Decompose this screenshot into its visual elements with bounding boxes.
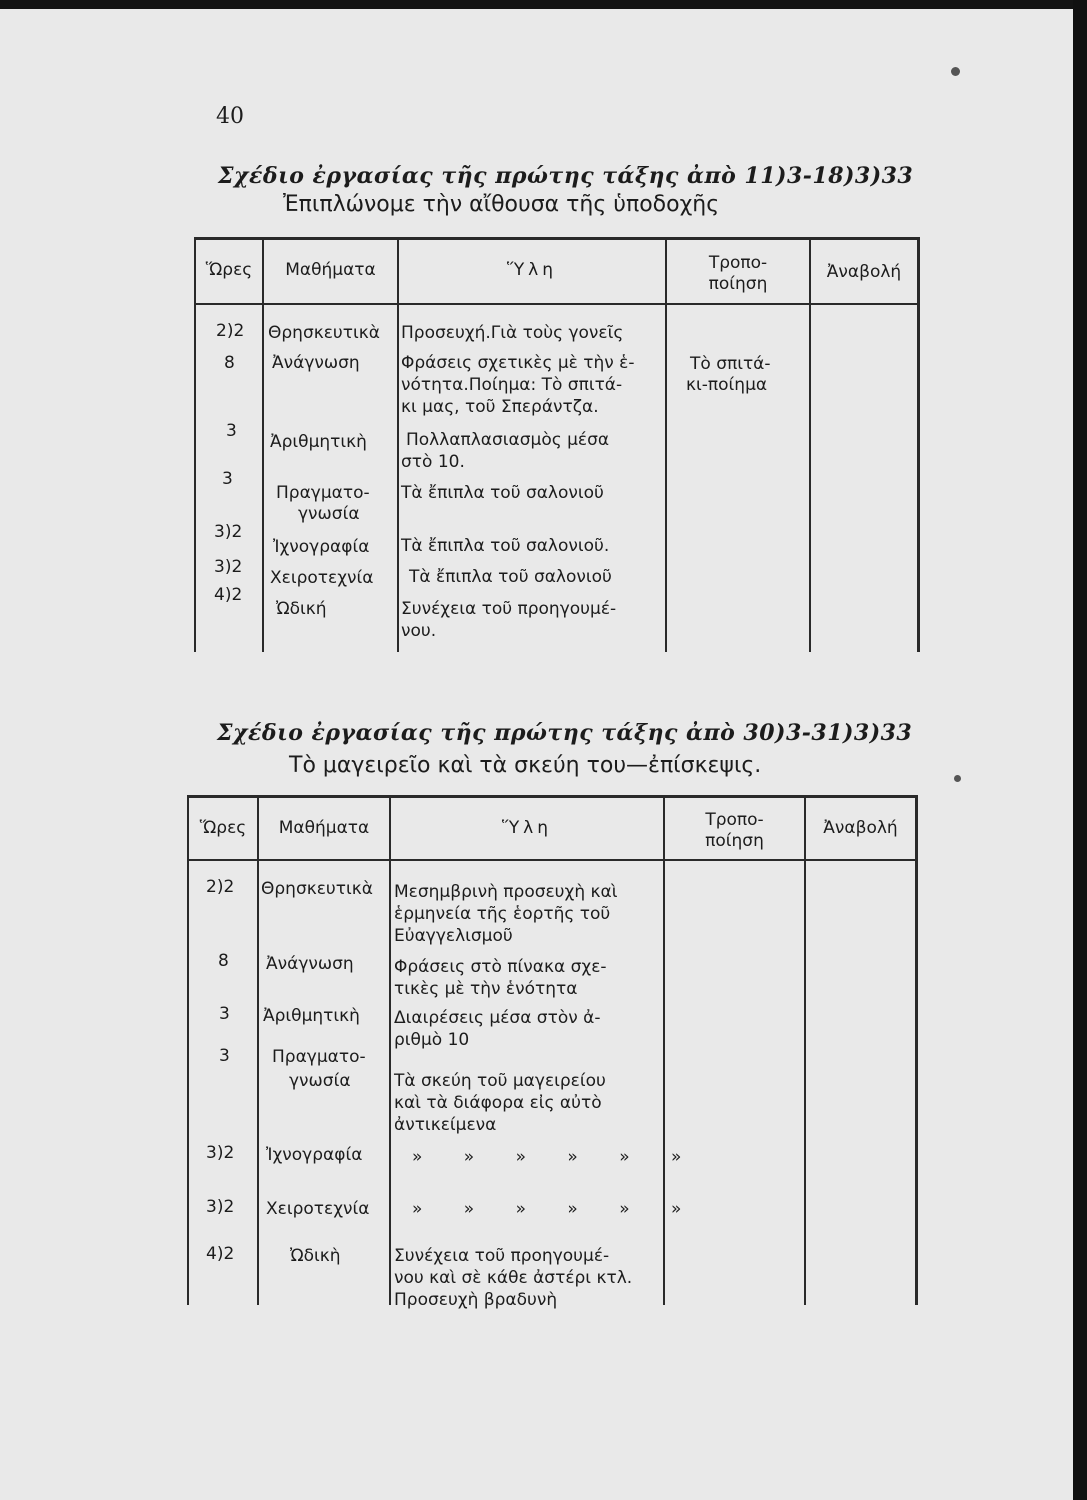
- plan1-subject: γνωσία: [298, 504, 360, 524]
- plan1-subject: Ἀριθμητικὴ: [270, 432, 367, 452]
- plan1-subject: Ὠδική: [276, 599, 327, 619]
- plan2-material: Φράσεις στὸ πίνακα σχε-: [394, 957, 607, 977]
- plan2-subject: γνωσία: [289, 1071, 351, 1091]
- plan1-hours: 3)2: [214, 522, 243, 542]
- plan1-modification: κι-ποίημα: [686, 375, 768, 395]
- plan1-title: Σχέδιο ἐργασίας τῆς πρώτης τάξης ἀπὸ 11)3-18)3)33: [218, 163, 914, 189]
- plan2-material: Προσευχὴ βραδυνὴ: [394, 1290, 558, 1310]
- plan2-material: Διαιρέσεις μέσα στὸν ἀ-: [394, 1008, 601, 1028]
- plan2-subject: Ὠδικὴ: [290, 1246, 341, 1266]
- plan1-modification: Τὸ σπιτά-: [690, 354, 771, 374]
- plan2-hours: 8: [218, 951, 229, 971]
- plan2-title: Σχέδιο ἐργασίας τῆς πρώτης τάξης ἀπὸ 30)3-31)3)33: [217, 720, 913, 746]
- col-hours-header: Ὥρες: [205, 260, 253, 280]
- plan2-material: Μεσημβρινὴ προσευχὴ καὶ: [394, 882, 618, 902]
- plan1-hours: 8: [224, 353, 235, 373]
- plan2-subject: Χειροτεχνία: [266, 1199, 370, 1219]
- plan1-material: νότητα.Ποίημα: Τὸ σπιτά-: [401, 375, 623, 395]
- scan-right-edge: [1073, 0, 1087, 1500]
- plan1-subject: Χειροτεχνία: [270, 568, 374, 588]
- plan1-material: Φράσεις σχετικὲς μὲ τὴν ἑ-: [401, 353, 635, 373]
- plan2-hours: 2)2: [206, 877, 235, 897]
- plan2-material: ἑρμηνεία τῆς ἑορτῆς τοῦ: [394, 904, 611, 924]
- plan2-material: ριθμὸ 10: [394, 1030, 470, 1050]
- col-subjects-header: Μαθήματα: [278, 818, 370, 838]
- col-postponement-header: Ἀναβολή: [823, 818, 898, 838]
- plan1-hours: 3: [226, 421, 237, 441]
- plan2-hours: 3: [219, 1004, 230, 1024]
- scan-dot: [951, 67, 960, 76]
- plan1-material: Πολλαπλασιασμὸς μέσα: [406, 430, 610, 450]
- col-modification-header-2: ποίηση: [708, 274, 768, 294]
- col-subjects-header: Μαθήματα: [285, 260, 376, 280]
- plan1-hours: 2)2: [216, 321, 245, 341]
- plan1-material: Τὰ ἔπιπλα τοῦ σαλονιοῦ: [409, 567, 612, 587]
- plan1-subject: Πραγματο-: [276, 483, 370, 503]
- col-hours-header: Ὥρες: [199, 818, 247, 838]
- plan1-hours: 4)2: [214, 585, 243, 605]
- plan1-material: στὸ 10.: [401, 452, 465, 472]
- plan1-material: κι μας, τοῦ Σπεράντζα.: [401, 397, 599, 417]
- scan-dot: [954, 775, 961, 782]
- plan1-hours: 3: [222, 469, 233, 489]
- plan2-material: Τὰ σκεύη τοῦ μαγειρείου: [394, 1071, 606, 1091]
- col-modification-header-1: Τροπο-: [708, 253, 768, 273]
- plan2-subtitle: Τὸ μαγειρεῖο καὶ τὰ σκεύη του—ἐπίσκεψις.: [289, 753, 762, 778]
- plan2-hours: 3)2: [206, 1143, 235, 1163]
- plan1-material: Τὰ ἔπιπλα τοῦ σαλονιοῦ.: [401, 536, 610, 556]
- plan1-subject: Ἰχνογραφία: [273, 537, 370, 557]
- plan2-material: τικὲς μὲ τὴν ἑνότητα: [394, 979, 578, 999]
- plan2-hours: 3)2: [206, 1197, 235, 1217]
- plan2-material: » » » » » »: [412, 1147, 700, 1167]
- plan1-material: νου.: [401, 621, 437, 641]
- plan2-material: καὶ τὰ διάφορα εἰς αὐτὸ: [394, 1093, 602, 1113]
- col-postponement-header: Ἀναβολή: [826, 262, 902, 282]
- plan2-subject: Ἀριθμητικὴ: [263, 1006, 360, 1026]
- plan1-subject: Θρησκευτικὰ: [268, 323, 380, 343]
- plan2-hours: 3: [219, 1046, 230, 1066]
- plan2-subject: Πραγματο-: [272, 1047, 366, 1067]
- plan2-hours: 4)2: [206, 1244, 235, 1264]
- plan2-subject: Ἀνάγνωση: [266, 954, 354, 974]
- col-material-header: Ὕλη: [501, 818, 553, 838]
- col-material-header: Ὕλη: [506, 260, 558, 280]
- plan1-hours: 3)2: [214, 557, 243, 577]
- plan2-material: Εὐαγγελισμοῦ: [394, 926, 513, 946]
- plan1-subtitle: Ἐπιπλώνομε τὴν αἴθουσα τῆς ὑποδοχῆς: [283, 192, 720, 217]
- plan1-material: Προσευχή.Γιὰ τοὺς γονεῖς: [401, 323, 624, 343]
- page-number: 40: [216, 104, 244, 129]
- scan-top-edge: [0, 0, 1087, 9]
- plan1-subject: Ἀνάγνωση: [272, 353, 360, 373]
- plan2-material: » » » » » »: [412, 1199, 700, 1219]
- plan2-material: Συνέχεια τοῦ προηγουμέ-: [394, 1246, 610, 1266]
- plan1-material: Συνέχεια τοῦ προηγουμέ-: [401, 599, 617, 619]
- plan2-subject: Ἰχνογραφία: [266, 1145, 363, 1165]
- col-modification-header-1: Τροπο-: [705, 810, 764, 830]
- plan2-material: ἀντικείμενα: [394, 1115, 497, 1135]
- plan2-material: νου καὶ σὲ κάθε ἀστέρι κτλ.: [394, 1268, 633, 1288]
- plan1-material: Τὰ ἔπιπλα τοῦ σαλονιοῦ: [401, 483, 604, 503]
- col-modification-header-2: ποίηση: [705, 831, 764, 851]
- plan2-subject: Θρησκευτικὰ: [261, 879, 373, 899]
